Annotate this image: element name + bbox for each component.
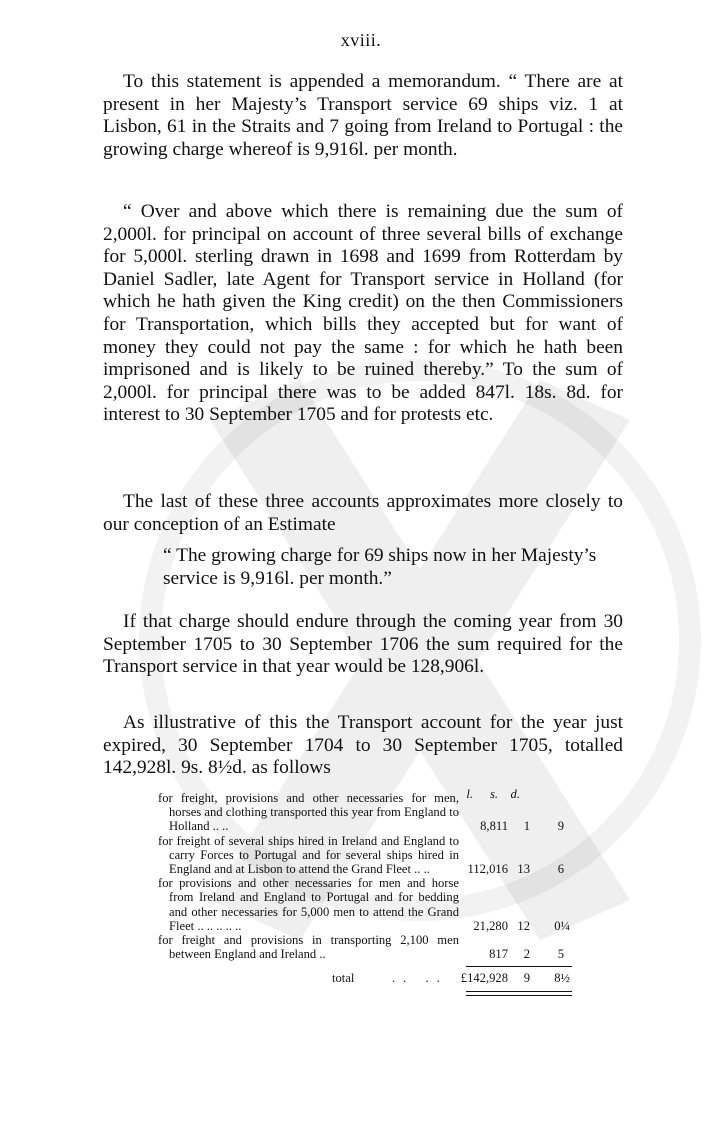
amount-pence: 5 [557,947,564,962]
paragraph-text: If that charge should endure through the coming year from 30 September 1705 to 30 September 1706 the sum required for the Transport service in that year would be 128,906l. [103,611,623,678]
amount-pounds: 112,016 [467,862,508,877]
page-number: xviii. [340,30,382,50]
amount-shillings: 1 [523,819,530,834]
amount-pounds: 8,811 [480,819,508,834]
account-row [158,933,578,961]
paragraph-text: “ Over and above which there is remaining due the sum of 2,000l. for principal on account of three several bills of exchange for 5,000l. sterling drawn in 1698 and 1699 from Rotterdam by Daniel Sadler, late Agent for Transport service in Holland (for which he hath given the King credit) on the then Commissioners for Transportation, which bills they accepted but for want of money they could not pay the same : for which he hath been imprisoned and is likely to be ruined thereby.” To the sum of 2,000l. for principal there was to be added 847l. 18s. 8d. for interest to 30 September 1705 and for protests etc. [103,201,623,426]
quote-text: “ The growing charge for 69 ships now in her Majesty’s service is 9,916l. per month.” [163,545,597,589]
account-row-description: for freight, provisions and other necessaries for men, horses and clothing transported this year from England to Holland .. .. [158,791,459,834]
amount-pence: 6 [557,862,564,877]
transport-account-table [158,787,578,989]
amount-pounds: 21,280 [473,918,508,933]
paragraph-charge [103,611,623,679]
header-pounds: l. [466,787,473,801]
header-shillings: s. [489,787,498,801]
header-pence: d. [510,787,520,801]
account-row [158,876,578,933]
account-total-row [158,969,578,989]
paragraph-memorandum [103,71,623,161]
total-top-rule [466,966,572,967]
account-row [158,791,578,834]
amount-shillings: 12 [517,918,530,933]
amount-shillings: 2 [523,947,530,962]
paragraph-estimate [103,491,623,536]
amount-pounds: 817 [489,947,508,962]
block-quote [163,545,623,590]
amount-pence: 9 [557,819,564,834]
total-bottom-rule [466,991,572,992]
total-shillings: 9 [523,971,530,986]
paragraph-text: The last of these three accounts approximates more closely to our conception of an Estimate [103,491,623,535]
total-double-rule [466,995,572,996]
account-row [158,834,578,877]
account-row-description: for provisions and other necessaries for men and horse from Ireland and England to Portugal and for bedding and other necessaries for 5,000 men to attend the Grand Fleet .. .. .. .. .. [158,876,459,933]
account-row-description: for freight of several ships hired in Ireland and England to carry Forces to Portugal and for several ships hired in England and at Lisbon to attend the Grand Fleet .. .. [158,833,459,877]
total-label: total [332,971,355,986]
paragraph-text: To this statement is appended a memorandum. “ There are at present in her Majesty’s Transport service 69 ships viz. 1 at Lisbon, 61 in the Straits and 7 going from Ireland to Portugal : the growing charge whereof is 9,916l. per month. [103,71,623,160]
paragraph-bills-of-exchange [103,201,623,427]
total-pence: 8½ [554,971,570,986]
paragraph-transport-account [103,712,623,780]
amount-shillings: 13 [517,862,530,877]
paragraph-text: As illustrative of this the Transport account for the year just expired, 30 September 1704 to 30 September 1705, totalled 142,928l. 9s. 8½d. as follows [103,712,623,779]
amount-pence: 0¼ [554,918,570,933]
total-pounds: £142,928 [460,971,508,986]
total-leader-dots: .. .. [392,971,448,986]
account-row-description: for freight and provisions in transporting 2,100 men between England and Ireland .. [158,933,459,962]
